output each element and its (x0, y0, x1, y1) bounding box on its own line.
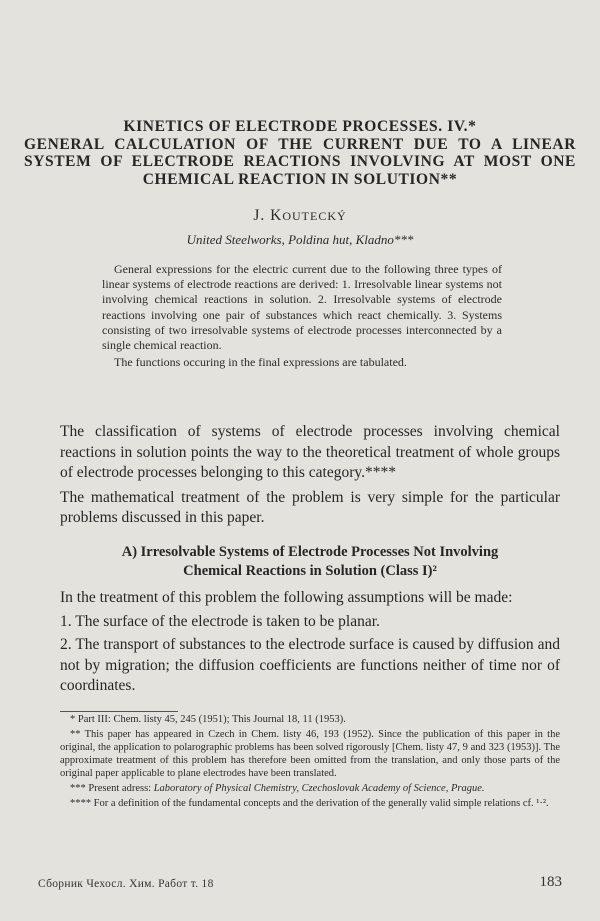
abstract-paragraph: General expressions for the electric current due to the following three types of linear systems of electrode reactions are derived: 1. Irresolvable linear systems not involving chemical reactions in solution. 2. Irresolvable systems of electrode reactions involving one pair of substances which react chemically. 3. Systems consisting of two irresolvable systems of electrode processes interconnected by a single chemical reaction. (102, 262, 502, 353)
introduction (60, 422, 560, 529)
abstract (102, 262, 502, 370)
list-item: 2. The transport of substances to the electrode surface is caused by diffusion and not by migration; the diffusion coefficients are functions neither of time nor of coordinates. (60, 636, 560, 694)
author-initial: J. K (253, 207, 283, 224)
footnote: * Part III: Chem. listy 45, 245 (1951); This Journal 18, 11 (1953). (70, 714, 346, 725)
footnotes (60, 713, 560, 812)
author-name (0, 207, 600, 225)
section-heading-line: A) Irresolvable Systems of Electrode Processes Not Involving (121, 544, 499, 560)
body-paragraph: The mathematical treatment of the problem is very simple for the particular problems discussed in this paper. (60, 488, 560, 526)
journal-name: Сборник Чехосл. Хим. Работ т. 18 (38, 878, 214, 890)
title-line: KINETICS OF ELECTRODE PROCESSES. IV.* (123, 118, 477, 135)
footnote: ** This paper has appeared in Czech in Chem. listy 46, 193 (1952). Since the publication of this paper in the original, the application to polarographic problems has been solved rigorously [Chem. listy 47, 9 and 323 (1953)]. The approximate treatment of this problem has therefore been omitted from the translation, and only those parts of the original paper applicable to plane electrodes have been translated. (60, 729, 560, 779)
abstract-paragraph: The functions occuring in the final expressions are tabulated. (114, 355, 407, 370)
footnote: **** For a definition of the fundamental concepts and the derivation of the generally valid simple relations cf. ¹·². (70, 798, 549, 809)
body-paragraph: The classification of systems of electrode processes involving chemical reactions in solution points the way to the theoretical treatment of whole groups of electrode processes belonging to this category.**** (60, 423, 560, 481)
title-line: GENERAL CALCULATION OF THE CURRENT DUE TO A LINEAR (24, 135, 576, 153)
list-item: 1. The surface of the electrode is taken to be planar. (60, 612, 380, 630)
body-paragraph: In the treatment of this problem the following assumptions will be made: (60, 589, 513, 606)
author-affiliation: United Steelworks, Poldina hut, Kladno*** (186, 232, 414, 247)
footnote (60, 782, 560, 795)
author-surname: OUTECKÝ (282, 209, 347, 223)
section-heading (60, 543, 560, 581)
footnote-address: Laboratory of Physical Chemistry, Czechoslovak Academy of Science, Prague. (153, 783, 485, 794)
assumptions-list (60, 588, 560, 697)
article-title (24, 118, 576, 188)
title-line: SYSTEM OF ELECTRODE REACTIONS INVOLVING AT MOST ONE (24, 153, 576, 170)
footnote-label: *** Present adress: (70, 783, 154, 794)
footnote-divider (60, 711, 178, 712)
title-line: CHEMICAL REACTION IN SOLUTION** (142, 170, 458, 188)
section-heading-line: Chemical Reactions in Solution (Class I)² (183, 563, 437, 579)
page-number: 183 (539, 874, 562, 890)
